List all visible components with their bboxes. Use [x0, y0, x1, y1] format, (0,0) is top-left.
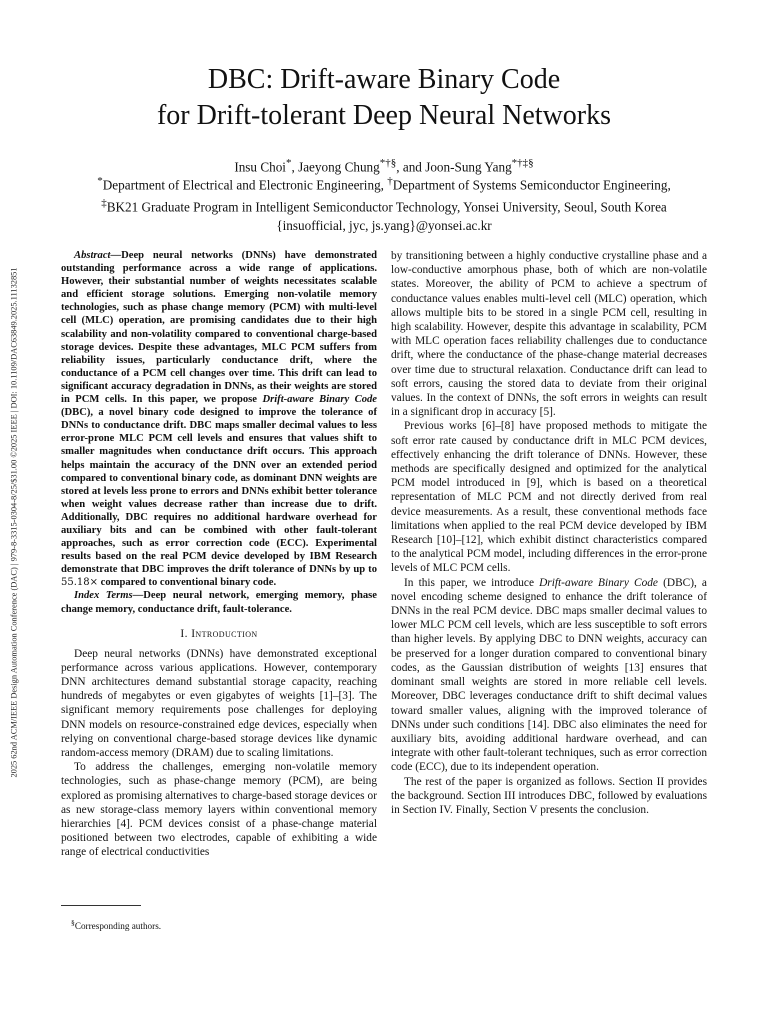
author-2-mark: *†§ [379, 157, 397, 169]
body-paragraph [391, 576, 707, 775]
affiliation-mark: † [387, 175, 393, 187]
affiliation-text: Department of Electrical and Electronic Engineering, [102, 177, 388, 193]
affiliation-mark: ‡ [101, 197, 107, 210]
abstract-emphasis: Drift-aware Binary Code [262, 394, 377, 406]
copyright-sidebar [3, 188, 25, 856]
index-terms-label: Index Terms [74, 590, 133, 602]
author-3: Joon-Sung Yang [425, 159, 512, 175]
author-separator: , and [396, 159, 426, 175]
body-paragraph: by transitioning between a highly conductive crystalline phase and a low-conductive amorphous phase, both of which are non-volatile states. Moreover, the ability of PCM to achieve a spectrum of conductance values enables multi-level cell (MLC) operation, which allows multiple bits to be stored in a single PCM cell, resulting in high scalability. However, despite this advantage in scalability, PCM with MLC operation faces reliability challenges due to conductance drift, where the conductance of the phase-change material decreases over time due to structural relaxation. Conductance drift can lead to soft errors, causing the stored data to deviate from their original values. In the context of DNNs, the soft errors in weights can result in a significant drop in accuracy [5]. [391, 250, 707, 419]
section-title: Introduction [191, 627, 258, 640]
author-separator: , [291, 159, 299, 175]
affiliation-mark: * [97, 175, 103, 187]
author-1-mark: * [285, 157, 292, 169]
body-paragraph: Deep neural networks (DNNs) have demonstrated exceptional performance across various applications. However, contemporary DNN architectures demand substantial storage capacity, reaching hundreds of megabytes or even gigabytes of weights [1]–[3]. The significant memory requirements pose challenges for deploying DNN models on resource-constrained edge devices, especially when relying on conventional charge-based storage devices like dynamic random-access memory (DRAM) due to scaling limitations. [61, 647, 377, 760]
body-paragraph: The rest of the paper is organized as follows. Section II provides the background. Section III introduces DBC, followed by evaluations in Section IV. Finally, Section V presents the conclusion. [391, 775, 707, 816]
affiliation-text: BK21 Graduate Program in Intelligent Semiconductor Technology, Yonsei University, Seoul, South Korea [106, 199, 667, 215]
footnote-text: Corresponding authors. [74, 921, 162, 932]
abstract-factor: 55.18× [61, 577, 99, 589]
copyright-text: 2025 62nd ACM/IEEE Design Automation Conference (DAC) | 979-8-3315-0304-8/25/$31.00 ©2025 IEEE | DOI: 10.1109/DAC63849.2025.11132851 [9, 266, 19, 778]
affiliation-text: Department of Systems Semiconductor Engineering, [392, 177, 671, 193]
index-terms-text: Deep neural network, emerging memory, phase change memory, conductance drift, fault-tolerance. [61, 590, 377, 615]
abstract-text: Deep neural networks (DNNs) have demonstrated outstanding performance across a wide range of applications. However, their substantial number of weights necessitates scalable and efficient storage solutions. Emerging non-volatile memory technologies, such as phase change memory (PCM) with multi-level cell (MLC) operation, are promising candidates due to their high scalability and non-volatility compared to conventional charge-based storage devices. Despite these advantages, MLC PCM suffers from reliability issues, particularly conductance drift, where the conductance of a PCM cell changes over time. This drift can lead to significant accuracy degradation in DNNs, as their weights are stored in PCM cells. In this paper, we propose [61, 250, 377, 406]
paper-title [60, 62, 708, 134]
footnote-divider [61, 905, 141, 906]
abstract-text: (DBC), a novel binary code designed to improve the tolerance of DNNs to conductance drift. DBC maps smaller decimal values to less error-prone MLC PCM cell levels and ensures that values shift to smaller magnitudes when conductance drift occurs. This approach helps maintain the accuracy of the DNN over an extended period compared to conventional binary code, as dominant DNN weights are stored at levels less prone to errors and DNNs exhibit better tolerance when weight values decrease rather than increase due to drift. Additionally, DBC requires no additional hardware overhead for auxiliary bits and can be combined with other fault-tolerant approaches, such as error correction code (ECC). Experimental results based on the real PCM device developed by IBM Research demonstrate that DBC improves the drift tolerance of DNNs by up to [61, 407, 377, 576]
section-heading-introduction [61, 627, 377, 641]
title-line-2: for Drift-tolerant Deep Neural Networks [156, 100, 612, 131]
author-emails: {insuofficial, jyc, js.yang}@yonsei.ac.kr [276, 217, 492, 233]
footnote [71, 917, 161, 932]
abstract-label: Abstract [74, 250, 111, 261]
footnote-mark: § [71, 918, 75, 927]
index-terms-dash: — [132, 590, 144, 602]
right-column [391, 249, 707, 817]
paragraph-emphasis: Drift-aware Binary Code [539, 576, 658, 589]
affiliations [40, 172, 728, 235]
author-1: Insu Choi [234, 159, 286, 175]
affiliation-line-2 [40, 194, 728, 216]
paragraph-text: (DBC), a novel encoding scheme designed to enhance the drift tolerance of DNNs in the real PCM device. DBC maps smaller decimal values to lower MLC PCM cell levels, which are less susceptible to soft errors than higher levels. By applying DBC to DNN weights, accuracy can be preserved for a longer duration compared to conventional binary codes, as the Gaussian distribution of weights [13] ensures that dominant small weights are stored in more reliable cell levels. Moreover, DBC leverages conductance drift to shift decimal values toward smaller values, aligning with the improved tolerance of DNNs under such conditions [14]. DBC also eliminates the need for auxiliary bits, avoiding additional hardware overhead, and can integrate with other fault-tolerant techniques, such as error correction code (ECC), due to its independent operation. [391, 576, 707, 774]
body-paragraph: Previous works [6]–[8] have proposed methods to mitigate the soft error rate caused by conductance drift in MLC PCM devices, effectively enhancing the drift tolerance of DNNs. However, these methods are specifically designed and optimized for the analytical PCM model introduced in [9], which is based on a theoretical representation of MLC PCM and not directly derived from real device measurements. As a result, these conventional methods face limitations when applied to the real PCM device developed by IBM Research [10]–[12], which exhibit distinct characteristics compared to the analytical PCM model, including differences in the error-prone levels of MLC PCM cells. [391, 420, 707, 575]
left-column [61, 249, 377, 860]
section-number: I. [180, 627, 192, 640]
abstract-dash: — [110, 250, 122, 261]
paragraph-text: In this paper, we introduce [404, 576, 540, 589]
body-paragraph: To address the challenges, emerging non-volatile memory technologies, such as phase-change memory (PCM), are being explored as promising alternatives to charge-based storage devices or as new storage-class memory layers within conventional memory hierarchies [4]. PCM devices consist of a phase-change material positioned between two electrodes, capable of exhibiting a wide range of electrical conductivities [61, 761, 377, 859]
title-line-1: DBC: Drift-aware Binary Code [207, 64, 561, 95]
author-2: Jaeyong Chung [298, 159, 380, 175]
author-3-mark: *†‡§ [511, 157, 534, 169]
abstract-text: compared to conventional binary code. [98, 577, 277, 589]
abstract [61, 249, 377, 589]
index-terms [61, 589, 377, 615]
affiliation-line-1 [40, 172, 728, 194]
